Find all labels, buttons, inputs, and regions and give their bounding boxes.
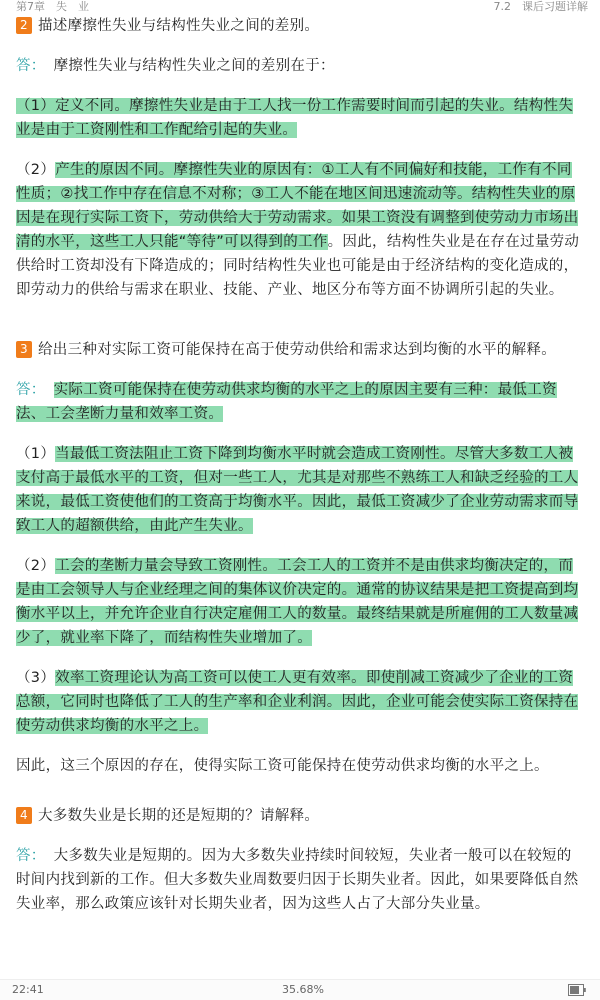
answer-4-label: 答：	[16, 848, 46, 864]
answer-2-point-1	[16, 94, 584, 142]
question-4	[16, 804, 584, 828]
answer-3-intro	[16, 378, 584, 426]
question-4-text: 大多数失业是长期的还是短期的？请解释。	[38, 808, 320, 824]
answer-3-point-3-highlight: 效率工资理论认为高工资可以使工人更有效率。即使削减工资减少了企业的工资总额，它同时也降低了工人的生产率和企业利润。因此，企业可能会使实际工资保持在使劳动供求均衡的水平之上。	[16, 670, 579, 734]
answer-3-conclusion: 因此，这三个原因的存在，使得实际工资可能保持在使劳动供求均衡的水平之上。	[16, 758, 549, 774]
answer-2-point-2-rest: 。因此，结构性失业是在存在过量劳动供给时工资却没有下降造成的；同时结构性失业也可能是由于经济结构的变化造成的，即劳动力的供给与需求在职业、技能、产业、地区分布等方面不协调所引起的失业。	[16, 234, 580, 298]
answer-2-point-2	[16, 158, 584, 302]
answer-2-label: 答：	[16, 58, 46, 74]
question-4-number-badge: 4	[16, 807, 32, 824]
answer-3-point-3	[16, 666, 584, 738]
answer-2-point-2-prefix: （2）	[16, 162, 56, 178]
answer-2-point-1-highlight: （1）定义不同。摩擦性失业是由于工人找一份工作需要时间而引起的失业。结构性失业是由于工资刚性和工作配给引起的失业。	[16, 98, 574, 138]
answer-2-point-2-highlight: 产生的原因不同。摩擦性失业的原因有：①工人有不同偏好和技能，工作有不同性质；②找工作中存在信息不对称；③工人不能在地区间迅速流动等。结构性失业的原因是在现行实际工资下，劳动供给大于劳动需求。如果工资没有调整到使劳动力市场出清的水平，这些工人只能“等待”可以得到的工作	[16, 162, 579, 250]
reading-progress: 35.68%	[282, 983, 324, 996]
answer-3-label: 答：	[16, 382, 46, 398]
answer-3-point-1-prefix: （1）	[16, 446, 56, 462]
answer-3-intro-highlight: 实际工资可能保持在使劳动供求均衡的水平之上的原因主要有三种：最低工资法、工会垄断力量和效率工资。	[16, 382, 557, 422]
question-3-number-badge: 3	[16, 341, 32, 358]
answer-3-point-2	[16, 554, 584, 650]
answer-4	[16, 844, 584, 916]
clock: 22:41	[12, 983, 44, 996]
answer-3-point-1	[16, 442, 584, 538]
answer-3-point-3-prefix: （3）	[16, 670, 56, 686]
answer-2-intro	[16, 54, 584, 78]
answer-2-intro-text: 摩擦性失业与结构性失业之间的差别在于：	[53, 58, 335, 74]
answer-3-point-2-highlight: 工会的垄断力量会导致工资刚性。工会工人的工资并不是由供求均衡决定的，而是由工会领导人与企业经理之间的集体议价决定的。通常的协议结果是把工资提高到均衡水平以上，并允许企业自行决定雇佣工人的数量。最终结果就是所雇佣的工人数量减少了，就业率下降了，而结构性失业增加了。	[16, 558, 579, 646]
page-header	[0, 0, 600, 14]
battery-icon	[568, 984, 586, 996]
answer-3-point-1-highlight: 当最低工资法阻止工资下降到均衡水平时就会造成工资刚性。尽管大多数工人被支付高于最低水平的工资，但对一些工人，尤其是对那些不熟练工人和缺乏经验的工人来说，最低工资使他们的工资高于均衡水平。因此，最低工资减少了企业劳动需求而导致工人的超额供给，由此产生失业。	[16, 446, 579, 534]
status-bar	[0, 979, 600, 1000]
question-3-text: 给出三种对实际工资可能保持在高于使劳动供给和需求达到均衡的水平的解释。	[38, 342, 556, 358]
question-2	[16, 14, 584, 38]
answer-3-point-2-prefix: （2）	[16, 558, 56, 574]
answer-4-text: 大多数失业是短期的。因为大多数失业持续时间较短，失业者一般可以在较短的时间内找到新的工作。但大多数失业周数要归因于长期失业者。因此，如果要降低自然失业率，那么政策应该针对长期失业者，因为这些人占了大部分失业量。	[16, 848, 579, 912]
question-2-number-badge: 2	[16, 17, 32, 34]
document-body	[16, 14, 584, 916]
chapter-title: 第7章 失 业	[16, 0, 89, 13]
question-2-text: 描述摩擦性失业与结构性失业之间的差别。	[38, 18, 320, 34]
question-3	[16, 338, 584, 362]
section-title: 7.2 课后习题详解	[493, 0, 588, 13]
